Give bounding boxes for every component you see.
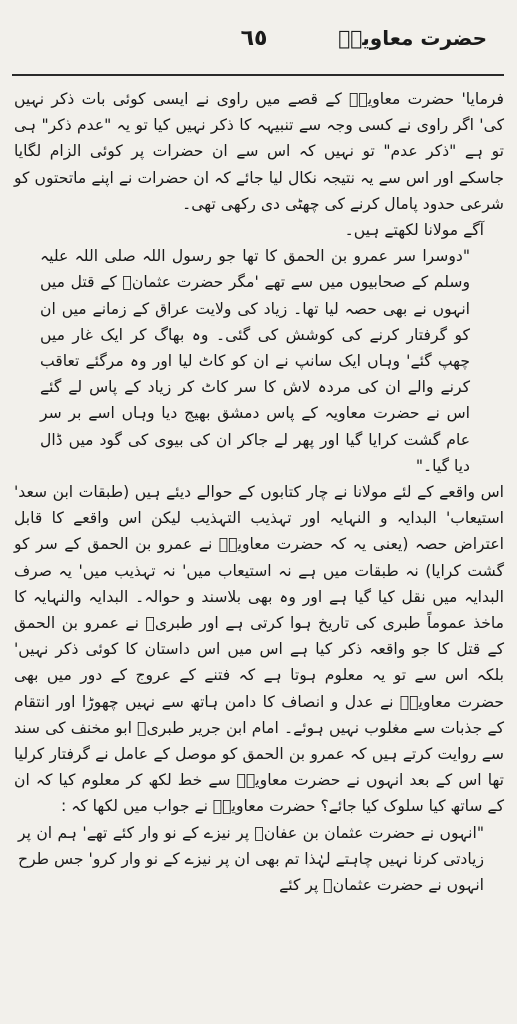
block-quote-2: "انہوں نے حضرت عثمان بن عفانؓ پر نیزے کے نو وار کئے تھے' ہم ان پر زیادتی کرنا نہیں چاہتے لہٰذا تم بھی ان پر نیزے کے نو وار کرو' جس طرح انہوں نے حضرت عثمانؓ پر کئے	[18, 823, 484, 895]
page-header	[0, 26, 517, 66]
running-title: حضرت معاویہؓ	[338, 26, 487, 50]
paragraph-lead-in: آگے مولانا لکھتے ہیں۔	[344, 221, 484, 240]
header-rule	[12, 74, 504, 76]
body-text	[14, 86, 504, 898]
paragraph-analysis: اس واقعے کے لئے مولانا نے چار کتابوں کے حوالے دیئے ہیں (طبقات ابن سعد' استیعاب' البدایہ و النہایہ اور تہذیب التہذیب لیکن اس واقعے کا قابل اعتراض حصہ (یعنی یہ کہ حضرت معاویہؓ نے عمرو بن الحمق کے سر کو گشت کرایا) نہ طبقات میں ہے نہ استیعاب میں' نہ تہذیب میں' یہ صرف البدایہ میں نقل کیا گیا ہے اور وہ بھی بلاسند و حوالہ۔ البدایہ والنہایہ کا ماخذ عموماً طبری کی تاریخ ہوا کرتی ہے اور طبریؒ نے عمرو بن الحمق کے قتل کا جو واقعہ ذکر کیا ہے اس میں اس داستان کا کوئی ذکر نہیں' بلکہ اس سے تو یہ معلوم ہوتا ہے کہ فتنے کے عروج کے دور میں بھی حضرت معاویہؓ نے عدل و انصاف کا دامن ہاتھ سے نہیں چھوڑا اور انتقام کے جذبات سے مغلوب نہیں ہوئے۔ امام ابن جریر طبریؒ ابو مخنف کی سند سے روایت کرتے ہیں کہ عمرو بن الحمق کو موصل کے عامل نے گرفتار کرلیا تھا اس کے بعد انہوں نے حضرت معاویہؓ سے خط لکھ کر معلوم کیا کہ ان کے ساتھ کیا سلوک کیا جائے؟ حضرت معاویہؓ نے جواب میں لکھا کہ :	[14, 483, 504, 816]
paragraph-intro: فرمایا' حضرت معاویہؓ کے قصے میں راوی نے ایسی کوئی بات ذکر نہیں کی' اگر راوی نے کسی وجہ سے تنبیہہ کا ذکر نہیں کیا تو یہ "عدم ذکر" ہی تو ہے "ذکر عدم" تو نہیں کہ اس سے ان حضرات پر کوئی الزام لگایا جاسکے اور اس سے یہ نتیجہ نکال لیا جائے کہ ان حضرات نے اپنے ماتحتوں کو شرعی حدود پامال کرنے کی چھٹی دی رکھی تھی۔	[14, 90, 504, 213]
page-number: ٦٥	[240, 26, 268, 51]
block-quote: "دوسرا سر عمرو بن الحمق کا تھا جو رسول اللہ صلی اللہ علیہ وسلم کے صحابیوں میں سے تھے 'مگر حضرت عثمانؓ کے قتل میں انہوں نے بھی حصہ لیا تھا۔ زیاد کی ولایت عراق کے زمانے میں ان کو گرفتار کرنے کی کوشش کی گئی۔ وہ بھاگ کر ایک غار میں چھپ گئے' وہاں ایک سانپ نے ان کو کاٹ لیا اور وہ مرگئے تعاقب کرنے والے ان کی مردہ لاش کا سر کاٹ کر زیاد کے پاس لے گئے اس نے حضرت معاویہ کے پاس دمشق بھیج دیا وہاں اسے بر سر عام گشت کرایا گیا اور پھر لے جاکر ان کی بیوی کی گود میں ڈال دیا گیا۔"	[40, 247, 470, 475]
